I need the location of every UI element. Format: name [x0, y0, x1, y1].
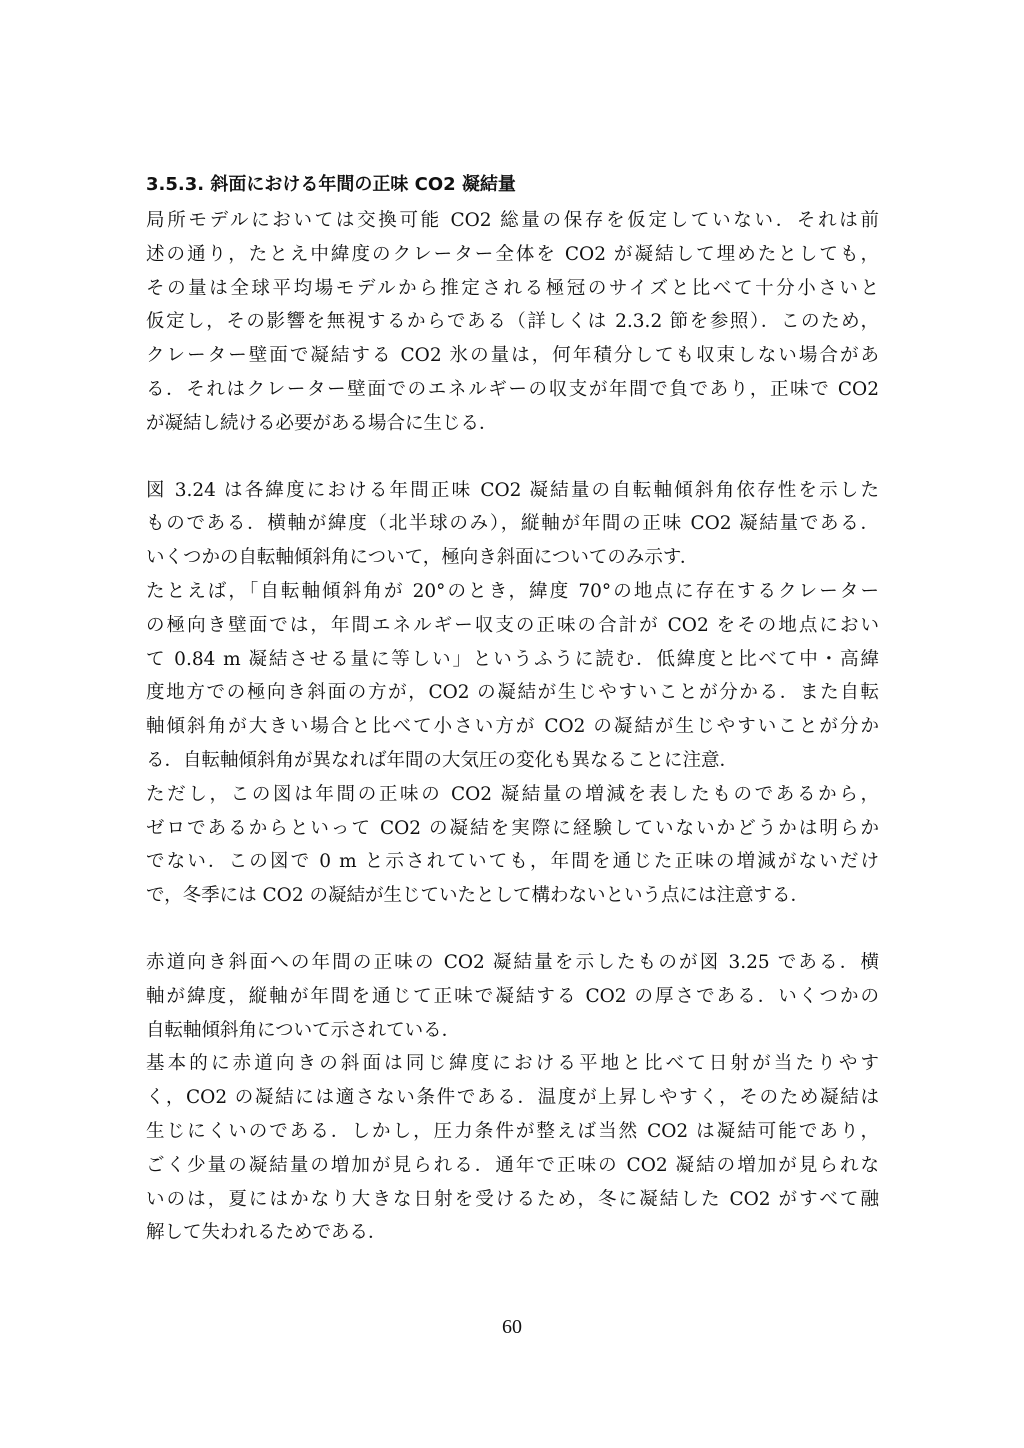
- text-line: 軸傾斜角が大きい場合と比べて小さい方が CO2 の凝結が生じやすいことが分か: [146, 716, 879, 738]
- text-line: ごく少量の凝結量の増加が見られる．通年で正味の CO2 凝結の増加が見られな: [146, 1154, 879, 1176]
- paragraph: [146, 946, 879, 1047]
- text-line: の極向き壁面では，年間エネルギー収支の正味の合計が CO2 をその地点におい: [146, 614, 879, 636]
- paragraph: [146, 575, 879, 778]
- text-line: クレーター壁面で凝結する CO2 氷の量は，何年積分しても収束しない場合があ: [146, 345, 879, 367]
- text-line: ただし，この図は年間の正味の CO2 凝結量の増減を表したものであるから，: [146, 783, 879, 805]
- paragraph: [146, 1047, 879, 1250]
- text-line: 生じにくいのである．しかし，圧力条件が整えば当然 CO2 は凝結可能であり，: [146, 1120, 879, 1142]
- text-line: 仮定し，その影響を無視するからである（詳しくは 2.3.2 節を参照）．このため，: [146, 311, 879, 333]
- text-line: 解して失われるためである．: [146, 1222, 387, 1244]
- text-line: いのは，夏にはかなり大きな日射を受けるため，冬に凝結した CO2 がすべて融: [146, 1188, 879, 1210]
- paragraph: [146, 778, 879, 913]
- text-line: 度地方での極向き斜面の方が，CO2 の凝結が生じやすいことが分かる．また自転: [146, 682, 879, 704]
- text-line: く，CO2 の凝結には適さない条件である．温度が上昇しやすく，そのため凝結は: [146, 1087, 879, 1109]
- section-heading: 3.5.3. 斜面における年間の正味 CO2 凝結量: [146, 174, 516, 195]
- text-line: 局所モデルにおいては交換可能 CO2 総量の保存を仮定していない．それは前: [146, 210, 879, 231]
- text-line: その量は全球平均場モデルから推定される極冠のサイズと比べて十分小さいと: [146, 277, 879, 299]
- text-line: 図 3.24 は各緯度における年間正味 CO2 凝結量の自転軸傾斜角依存性を示した: [146, 479, 879, 501]
- text-line: 軸が緯度，縦軸が年間を通じて正味で凝結する CO2 の厚さである．いくつかの: [146, 985, 879, 1007]
- page-number: 60: [502, 1316, 522, 1338]
- text-line: 基本的に赤道向きの斜面は同じ緯度における平地と比べて日射が当たりやす: [146, 1053, 879, 1075]
- text-line: たとえば，「自転軸傾斜角が 20°のとき，緯度 70°の地点に存在するクレーター: [146, 580, 879, 602]
- text-line: ものである．横軸が緯度（北半球のみ），縦軸が年間の正味 CO2 凝結量である．: [146, 513, 879, 535]
- text-line: で，冬季には CO2 の凝結が生じていたとして構わないという点には注意する．: [146, 885, 809, 907]
- text-line: が凝結し続ける必要がある場合に生じる．: [146, 412, 498, 434]
- body-text: [146, 204, 879, 1250]
- text-line: いくつかの自転軸傾斜角について，極向き斜面についてのみ示す．: [146, 547, 699, 569]
- text-line: て 0.84 m 凝結させる量に等しい」というふうに読む．低緯度と比べて中・高緯: [146, 648, 879, 670]
- text-line: る．自転軸傾斜角が異なれば年間の大気圧の変化も異なることに注意．: [146, 749, 739, 771]
- paragraph: [146, 474, 879, 575]
- paragraph: [146, 204, 879, 441]
- text-line: 自転軸傾斜角について示されている．: [146, 1019, 461, 1041]
- text-line: 述の通り，たとえ中緯度のクレーター全体を CO2 が凝結して埋めたとしても，: [146, 243, 879, 265]
- text-line: ゼロであるからといって CO2 の凝結を実際に経験していないかどうかは明らか: [146, 817, 879, 839]
- text-line: 赤道向き斜面への年間の正味の CO2 凝結量を示したものが図 3.25 である．横: [146, 951, 879, 973]
- text-line: る．それはクレーター壁面でのエネルギーの収支が年間で負であり，正味で CO2: [146, 378, 879, 400]
- text-line: でない．この図で 0 m と示されていても，年間を通じた正味の増減がないだけ: [146, 851, 879, 873]
